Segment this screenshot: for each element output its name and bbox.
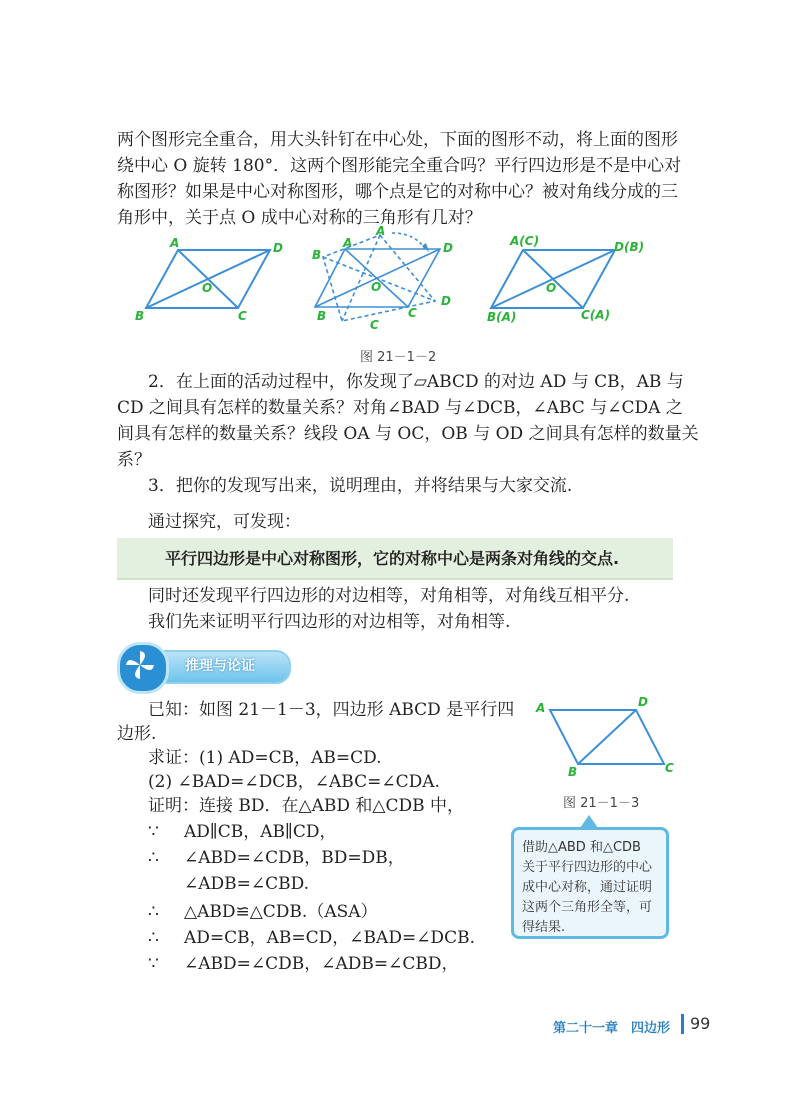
parallelogram-abcd [550,710,664,764]
intro-line-3: 称图形？如果是中心对称图形，哪个点是它的对称中心？被对角线分成的三 [117,182,678,202]
also-line-1: 同时还发现平行四边形的对边相等，对角相等，对角线互相平分. [148,586,630,606]
proof-step-5-symbol: ∴ [148,928,159,948]
label-mid-a2: A [376,225,386,238]
proof-start: 证明：连接 BD．在△ABD 和△CDB 中， [148,796,465,816]
proof-step-6: ∠ABD=∠CDB，∠ADB=∠CBD， [184,954,459,974]
label-left-d: D [273,241,283,255]
intro-line-1: 两个图形完全重合，用大头针钉在中心处，下面的图形不动，将上面的图形 [117,130,678,150]
key-fact-box [117,538,673,580]
prove-line-1: 求证：(1) AD=CB，AB=CD. [148,748,382,768]
label-left-o: O [202,281,213,295]
figure-21-1-2-caption: 图 21－1－2 [360,350,437,365]
label-mid-c2: C [408,306,417,320]
key-fact-text: 平行四边形是中心对称图形，它的对称中心是两条对角线的交点. [165,549,620,568]
intro-line-2: 绕中心 O 旋转 180°．这两个图形能完全重合吗？平行四边形是不是中心对 [117,156,682,176]
label-right-o: O [546,281,557,295]
label-right-db: D(B) [614,240,645,254]
label-right-ca: C(A) [581,308,611,322]
prove-line-2: (2) ∠BAD=∠DCB，∠ABC=∠CDA. [148,772,440,792]
footer-chapter: 第二十一章 四边形 [553,1021,671,1036]
q2-line-3: 间具有怎样的数量关系？线段 OA 与 OC，OB 与 OD 之间具有怎样的数量关 [117,424,699,444]
label-fig3-a: A [536,701,546,715]
page-number: 99 [690,1014,711,1033]
proof-step-3: ∠ADB=∠CBD. [184,874,310,894]
note-callout: 借助△ABD 和△CDB 关于平行四边形的中心成中心对称，通过证明这两个三角形全等，可得结果. [511,827,669,939]
label-mid-b2: B [317,309,327,323]
label-right-ba: B(A) [487,310,517,324]
parallelogram-middle [315,233,440,321]
q3-line: 3．把你的发现写出来，说明理由，并将结果与大家交流. [148,476,573,496]
proof-step-2: ∠ABD=∠CDB，BD=DB， [184,848,405,868]
figure-21-1-3 [528,690,688,780]
label-mid-o: O [371,280,382,294]
proof-step-1-symbol: ∵ [148,822,159,842]
proof-step-1: AD∥CB，AB∥CD， [184,822,337,842]
proof-step-2-symbol: ∴ [148,848,159,868]
proof-step-4-symbol: ∴ [148,902,159,922]
pinwheel-icon [117,642,169,694]
parallelogram-left [146,250,270,308]
given-line-2: 边形. [117,724,157,744]
also-line-2: 我们先来证明平行四边形的对边相等，对角相等. [148,612,511,632]
explore-line: 通过探究，可发现： [148,512,301,532]
proof-step-5: AD=CB，AB=CD，∠BAD=∠DCB. [184,928,475,948]
label-fig3-b: B [568,765,578,779]
label-left-c: C [238,309,247,323]
label-mid-c1: C [370,318,379,332]
q2-line-2: CD 之间具有怎样的数量关系？对角∠BAD 与∠DCB，∠ABC 与∠CDA 之 [117,398,683,418]
label-mid-d1: D [443,241,453,255]
q2-line-4: 系？ [117,450,151,470]
label-left-a: A [170,236,180,250]
label-right-ac: A(C) [510,234,540,248]
figure-21-1-3-caption: 图 21－1－3 [563,796,640,811]
label-left-b: B [135,309,145,323]
figure-21-1-2 [130,225,650,335]
given-line-1: 已知：如图 21－1－3，四边形 ABCD 是平行四 [148,700,515,720]
footer-divider [681,1014,684,1034]
q2-line-1: 2．在上面的活动过程中，你发现了▱ABCD 的对边 AD 与 CB，AB 与 [148,372,684,392]
label-mid-a1: A [343,236,353,250]
label-fig3-d: D [638,695,648,709]
intro-line-4: 角形中，关于点 O 成中心对称的三角形有几对？ [117,208,482,228]
proof-step-6-symbol: ∵ [148,954,159,974]
section-badge-label: 推理与论证 [185,658,255,674]
label-mid-d2: D [441,294,451,308]
label-fig3-c: C [665,761,674,775]
proof-step-4: △ABD≌△CDB.（ASA） [184,902,378,922]
section-badge [117,642,287,688]
label-mid-b1: B [312,248,322,262]
parallelogram-right [491,250,615,308]
